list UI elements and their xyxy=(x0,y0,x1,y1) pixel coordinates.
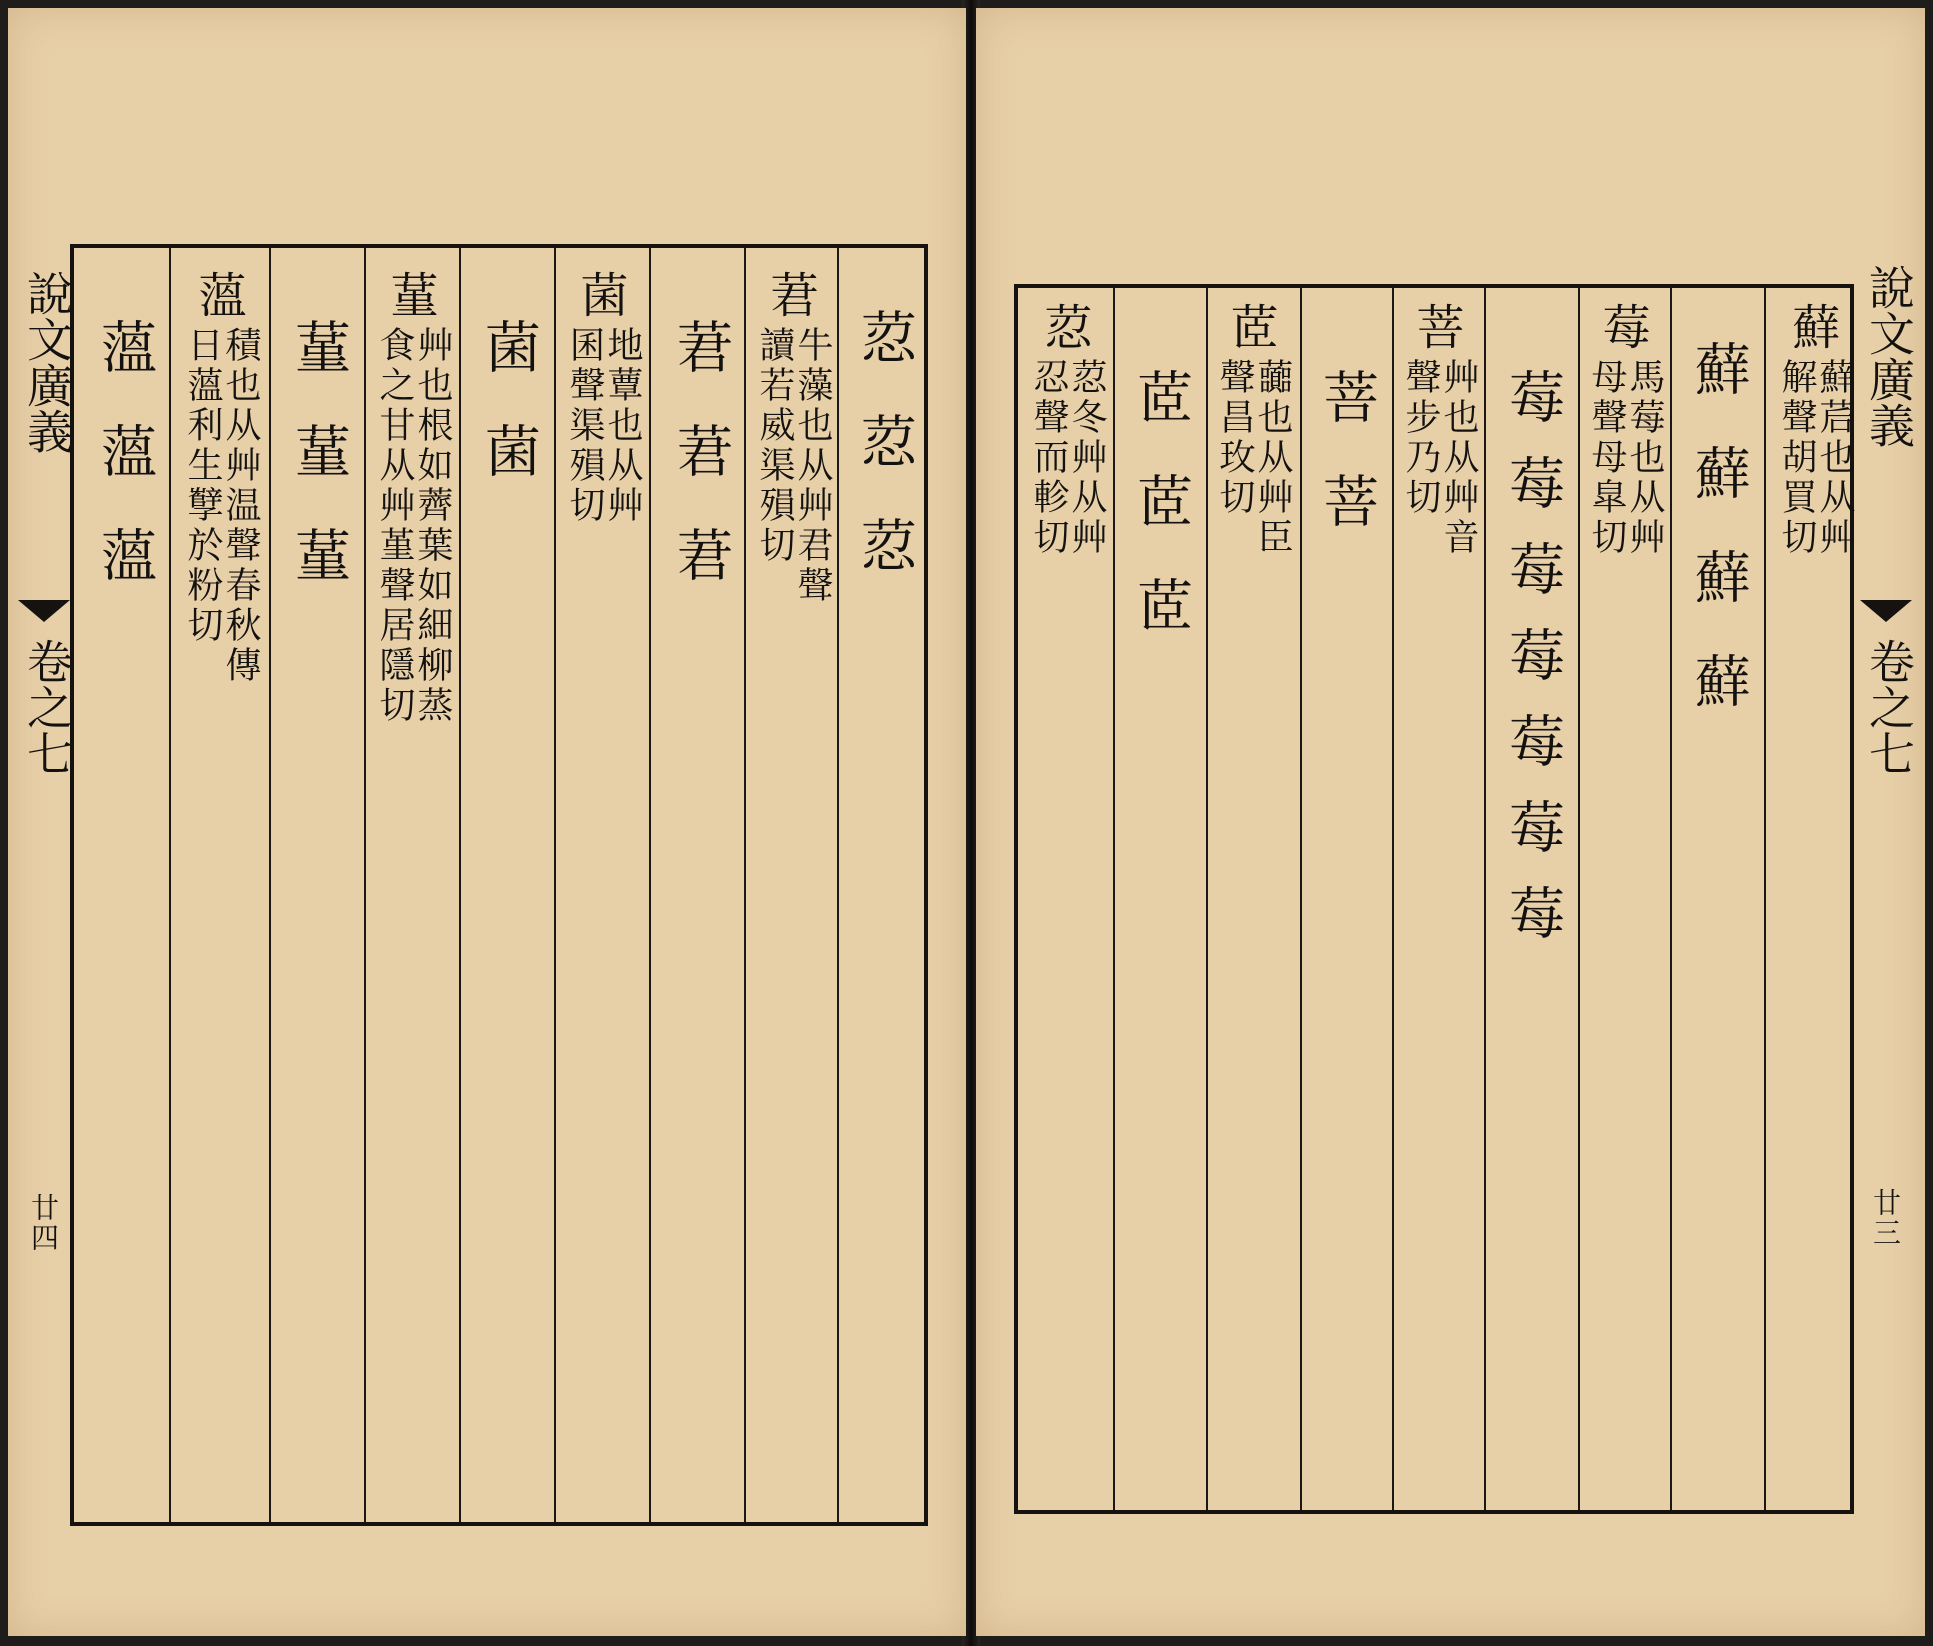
column-rule xyxy=(554,248,556,1522)
right-margin-folio: 廿三 xyxy=(1869,1188,1902,1248)
column-rule xyxy=(744,248,746,1522)
column-rule xyxy=(1578,288,1580,1510)
fish-tail-mark xyxy=(1860,600,1912,622)
entry-headword: 莓 xyxy=(1594,302,1650,350)
right-margin-volume: 卷之七 xyxy=(1862,638,1916,776)
entry-annotation: 解聲胡買切 xyxy=(1776,358,1817,558)
entry-annotation: 聲步乃切 xyxy=(1400,358,1441,518)
fish-tail-mark xyxy=(18,600,70,622)
column-rule xyxy=(1113,288,1115,1510)
left-margin-title: 說文廣義 xyxy=(20,270,74,454)
entry-headword: 蓳 xyxy=(382,270,438,318)
entry-headword: 荵 xyxy=(1036,302,1092,350)
entry-annotation: 母聲母皐切 xyxy=(1586,358,1627,558)
seal-glyphs: 蓳蓳蓳 xyxy=(286,318,351,630)
seal-glyphs: 莙莙莙 xyxy=(668,318,733,630)
right-margin-title: 說文廣義 xyxy=(1862,264,1916,448)
entry-headword: 菌 xyxy=(572,270,628,318)
entry-annotation: 虈也从艸臣 xyxy=(1252,358,1293,558)
entry-annotation: 讀若威渠殞切 xyxy=(754,326,795,566)
column-rule xyxy=(1300,288,1302,1510)
entry-headword: 莙 xyxy=(762,270,818,318)
seal-glyphs: 茝茝茝 xyxy=(1128,368,1193,680)
left-text-frame xyxy=(70,244,928,1526)
seal-glyphs: 莓莓莓莓莓莓莓 xyxy=(1500,368,1565,970)
right-page xyxy=(976,8,1925,1636)
entry-annotation: 蘚茩也从艸 xyxy=(1814,358,1855,558)
seal-glyphs: 蘚蘚蘚蘚 xyxy=(1686,340,1751,756)
entry-annotation: 牛藻也从艸君聲 xyxy=(792,326,833,606)
column-rule xyxy=(649,248,651,1522)
column-rule xyxy=(1206,288,1208,1510)
column-rule xyxy=(837,248,839,1522)
entry-annotation: 忍聲而軫切 xyxy=(1028,358,1069,558)
seal-glyphs: 荵荵荵 xyxy=(852,308,917,620)
column-rule xyxy=(1670,288,1672,1510)
entry-headword: 薀 xyxy=(190,270,246,318)
entry-headword: 茝 xyxy=(1222,302,1278,350)
column-rule xyxy=(1392,288,1394,1510)
entry-annotation: 食之甘从艸堇聲居隱切 xyxy=(374,326,415,726)
entry-annotation: 荵冬艸从艸 xyxy=(1066,358,1107,558)
entry-annotation: 地蕈也从艸 xyxy=(602,326,643,526)
left-margin-volume: 卷之七 xyxy=(20,638,74,776)
column-rule xyxy=(169,248,171,1522)
right-text-frame xyxy=(1014,284,1854,1514)
column-rule xyxy=(459,248,461,1522)
entry-headword: 蘚 xyxy=(1784,302,1840,350)
entry-annotation: 艸也从艸音 xyxy=(1438,358,1479,558)
entry-headword: 菩 xyxy=(1408,302,1464,350)
seal-glyphs: 菌菌 xyxy=(476,318,541,526)
entry-annotation: 日薀利生孼於粉切 xyxy=(182,326,223,646)
seal-glyphs: 薀薀薀 xyxy=(92,318,157,630)
seal-glyphs: 菩菩 xyxy=(1314,368,1379,576)
entry-annotation: 艸也根如薺葉如細柳蒸 xyxy=(412,326,453,726)
left-page xyxy=(8,8,966,1636)
entry-annotation: 聲昌玫切 xyxy=(1214,358,1255,518)
column-rule xyxy=(1764,288,1766,1510)
entry-annotation: 馬莓也从艸 xyxy=(1624,358,1665,558)
column-rule xyxy=(1484,288,1486,1510)
column-rule xyxy=(364,248,366,1522)
left-margin-folio: 廿四 xyxy=(27,1193,60,1253)
entry-annotation: 積也从艸温聲春秋傳 xyxy=(220,326,261,686)
column-rule xyxy=(269,248,271,1522)
entry-annotation: 囷聲渠殞切 xyxy=(564,326,605,526)
